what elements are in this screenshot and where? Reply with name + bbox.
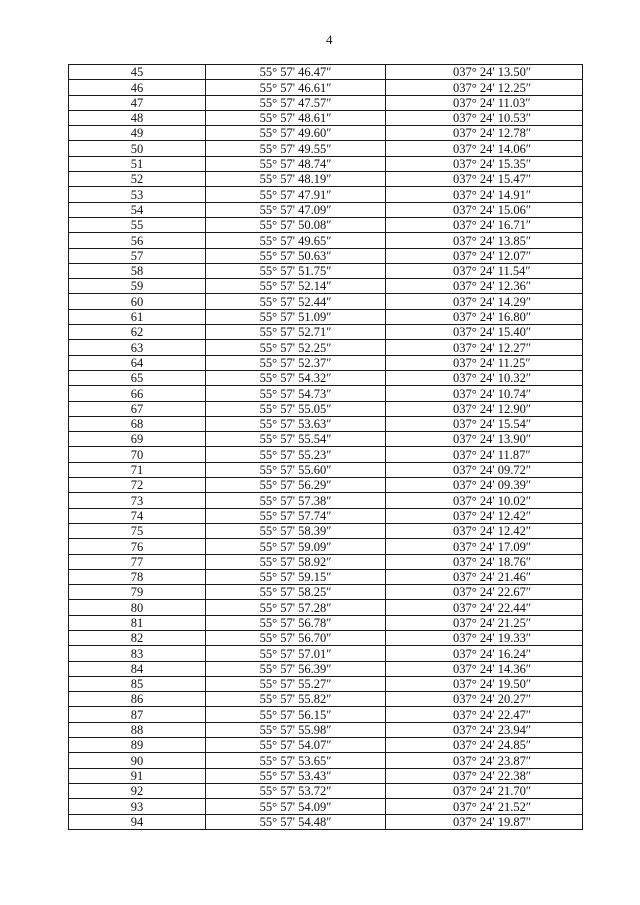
table-row: [69, 554, 583, 569]
longitude-cell: 037° 24' 17.09″: [386, 539, 583, 554]
table-row: [69, 661, 583, 676]
table-row: [69, 462, 583, 477]
longitude-cell: 037° 24' 11.03″: [386, 95, 583, 110]
longitude-cell: 037° 24' 13.50″: [386, 65, 583, 80]
longitude-cell: 037° 24' 14.29″: [386, 294, 583, 309]
latitude-cell: 55° 57' 46.61″: [206, 80, 386, 95]
table-row: [69, 202, 583, 217]
longitude-cell: 037° 24' 13.85″: [386, 233, 583, 248]
table-row: [69, 722, 583, 737]
point-number-cell: 88: [69, 722, 206, 737]
point-number-cell: 94: [69, 814, 206, 829]
latitude-cell: 55° 57' 55.60″: [206, 462, 386, 477]
table-row: [69, 615, 583, 630]
point-number-cell: 59: [69, 279, 206, 294]
point-number-cell: 84: [69, 661, 206, 676]
table-row: [69, 692, 583, 707]
point-number-cell: 80: [69, 600, 206, 615]
longitude-cell: 037° 24' 13.90″: [386, 432, 583, 447]
point-number-cell: 89: [69, 738, 206, 753]
point-number-cell: 48: [69, 110, 206, 125]
latitude-cell: 55° 57' 52.44″: [206, 294, 386, 309]
longitude-cell: 037° 24' 11.87″: [386, 447, 583, 462]
latitude-cell: 55° 57' 52.25″: [206, 340, 386, 355]
longitude-cell: 037° 24' 21.52″: [386, 799, 583, 814]
latitude-cell: 55° 57' 55.27″: [206, 676, 386, 691]
longitude-cell: 037° 24' 21.25″: [386, 615, 583, 630]
longitude-cell: 037° 24' 18.76″: [386, 554, 583, 569]
latitude-cell: 55° 57' 54.07″: [206, 738, 386, 753]
point-number-cell: 57: [69, 248, 206, 263]
point-number-cell: 74: [69, 508, 206, 523]
longitude-cell: 037° 24' 20.27″: [386, 692, 583, 707]
point-number-cell: 49: [69, 126, 206, 141]
table-row: [69, 630, 583, 645]
table-row: [69, 478, 583, 493]
point-number-cell: 79: [69, 585, 206, 600]
longitude-cell: 037° 24' 24.85″: [386, 738, 583, 753]
table-row: [69, 799, 583, 814]
table-row: [69, 707, 583, 722]
latitude-cell: 55° 57' 47.91″: [206, 187, 386, 202]
table-row: [69, 294, 583, 309]
table-row: [69, 95, 583, 110]
longitude-cell: 037° 24' 22.44″: [386, 600, 583, 615]
point-number-cell: 61: [69, 309, 206, 324]
longitude-cell: 037° 24' 22.47″: [386, 707, 583, 722]
latitude-cell: 55° 57' 54.73″: [206, 386, 386, 401]
table-row: [69, 401, 583, 416]
longitude-cell: 037° 24' 19.87″: [386, 814, 583, 829]
latitude-cell: 55° 57' 52.14″: [206, 279, 386, 294]
table-row: [69, 309, 583, 324]
longitude-cell: 037° 24' 12.07″: [386, 248, 583, 263]
longitude-cell: 037° 24' 22.38″: [386, 768, 583, 783]
longitude-cell: 037° 24' 16.71″: [386, 217, 583, 232]
table-row: [69, 325, 583, 340]
point-number-cell: 50: [69, 141, 206, 156]
latitude-cell: 55° 57' 53.72″: [206, 783, 386, 798]
latitude-cell: 55° 57' 46.47″: [206, 65, 386, 80]
longitude-cell: 037° 24' 12.42″: [386, 523, 583, 538]
point-number-cell: 52: [69, 172, 206, 187]
longitude-cell: 037° 24' 10.53″: [386, 110, 583, 125]
point-number-cell: 53: [69, 187, 206, 202]
latitude-cell: 55° 57' 57.01″: [206, 646, 386, 661]
point-number-cell: 83: [69, 646, 206, 661]
point-number-cell: 75: [69, 523, 206, 538]
longitude-cell: 037° 24' 15.54″: [386, 416, 583, 431]
longitude-cell: 037° 24' 14.06″: [386, 141, 583, 156]
point-number-cell: 46: [69, 80, 206, 95]
table-row: [69, 187, 583, 202]
longitude-cell: 037° 24' 11.54″: [386, 263, 583, 278]
table-row: [69, 523, 583, 538]
longitude-cell: 037° 24' 23.87″: [386, 753, 583, 768]
latitude-cell: 55° 57' 55.82″: [206, 692, 386, 707]
point-number-cell: 63: [69, 340, 206, 355]
longitude-cell: 037° 24' 10.74″: [386, 386, 583, 401]
latitude-cell: 55° 57' 56.29″: [206, 478, 386, 493]
point-number-cell: 85: [69, 676, 206, 691]
point-number-cell: 90: [69, 753, 206, 768]
table-row: [69, 600, 583, 615]
longitude-cell: 037° 24' 19.33″: [386, 630, 583, 645]
point-number-cell: 87: [69, 707, 206, 722]
point-number-cell: 78: [69, 569, 206, 584]
table-row: [69, 569, 583, 584]
latitude-cell: 55° 57' 47.09″: [206, 202, 386, 217]
table-row: [69, 65, 583, 80]
longitude-cell: 037° 24' 15.47″: [386, 172, 583, 187]
latitude-cell: 55° 57' 48.19″: [206, 172, 386, 187]
longitude-cell: 037° 24' 14.36″: [386, 661, 583, 676]
table-row: [69, 539, 583, 554]
latitude-cell: 55° 57' 54.09″: [206, 799, 386, 814]
table-row: [69, 279, 583, 294]
longitude-cell: 037° 24' 19.50″: [386, 676, 583, 691]
page-number: 4: [326, 32, 333, 47]
table-row: [69, 783, 583, 798]
point-number-cell: 72: [69, 478, 206, 493]
coordinates-table: [68, 64, 583, 830]
latitude-cell: 55° 57' 47.57″: [206, 95, 386, 110]
longitude-cell: 037° 24' 12.25″: [386, 80, 583, 95]
latitude-cell: 55° 57' 53.63″: [206, 416, 386, 431]
longitude-cell: 037° 24' 14.91″: [386, 187, 583, 202]
latitude-cell: 55° 57' 54.48″: [206, 814, 386, 829]
latitude-cell: 55° 57' 58.39″: [206, 523, 386, 538]
latitude-cell: 55° 57' 52.71″: [206, 325, 386, 340]
latitude-cell: 55° 57' 56.78″: [206, 615, 386, 630]
table-row: [69, 447, 583, 462]
point-number-cell: 64: [69, 355, 206, 370]
longitude-cell: 037° 24' 12.36″: [386, 279, 583, 294]
longitude-cell: 037° 24' 21.70″: [386, 783, 583, 798]
latitude-cell: 55° 57' 49.60″: [206, 126, 386, 141]
longitude-cell: 037° 24' 16.80″: [386, 309, 583, 324]
table-row: [69, 738, 583, 753]
longitude-cell: 037° 24' 15.06″: [386, 202, 583, 217]
table-row: [69, 248, 583, 263]
latitude-cell: 55° 57' 57.74″: [206, 508, 386, 523]
table-row: [69, 340, 583, 355]
point-number-cell: 91: [69, 768, 206, 783]
table-row: [69, 646, 583, 661]
point-number-cell: 56: [69, 233, 206, 248]
latitude-cell: 55° 57' 48.74″: [206, 156, 386, 171]
table-row: [69, 814, 583, 829]
longitude-cell: 037° 24' 12.78″: [386, 126, 583, 141]
latitude-cell: 55° 57' 49.65″: [206, 233, 386, 248]
table-row: [69, 233, 583, 248]
longitude-cell: 037° 24' 16.24″: [386, 646, 583, 661]
table-row: [69, 355, 583, 370]
latitude-cell: 55° 57' 55.98″: [206, 722, 386, 737]
latitude-cell: 55° 57' 56.39″: [206, 661, 386, 676]
longitude-cell: 037° 24' 12.27″: [386, 340, 583, 355]
latitude-cell: 55° 57' 57.28″: [206, 600, 386, 615]
table-row: [69, 416, 583, 431]
longitude-cell: 037° 24' 11.25″: [386, 355, 583, 370]
longitude-cell: 037° 24' 15.35″: [386, 156, 583, 171]
table-row: [69, 768, 583, 783]
latitude-cell: 55° 57' 54.32″: [206, 370, 386, 385]
point-number-cell: 86: [69, 692, 206, 707]
longitude-cell: 037° 24' 15.40″: [386, 325, 583, 340]
point-number-cell: 70: [69, 447, 206, 462]
latitude-cell: 55° 57' 59.15″: [206, 569, 386, 584]
latitude-cell: 55° 57' 53.65″: [206, 753, 386, 768]
longitude-cell: 037° 24' 21.46″: [386, 569, 583, 584]
point-number-cell: 73: [69, 493, 206, 508]
point-number-cell: 66: [69, 386, 206, 401]
latitude-cell: 55° 57' 59.09″: [206, 539, 386, 554]
longitude-cell: 037° 24' 23.94″: [386, 722, 583, 737]
point-number-cell: 60: [69, 294, 206, 309]
table-row: [69, 80, 583, 95]
point-number-cell: 51: [69, 156, 206, 171]
point-number-cell: 54: [69, 202, 206, 217]
table-row: [69, 508, 583, 523]
point-number-cell: 81: [69, 615, 206, 630]
table-row: [69, 110, 583, 125]
point-number-cell: 45: [69, 65, 206, 80]
table-row: [69, 432, 583, 447]
latitude-cell: 55° 57' 56.15″: [206, 707, 386, 722]
point-number-cell: 77: [69, 554, 206, 569]
table-row: [69, 263, 583, 278]
table-row: [69, 172, 583, 187]
point-number-cell: 55: [69, 217, 206, 232]
latitude-cell: 55° 57' 58.92″: [206, 554, 386, 569]
table-row: [69, 217, 583, 232]
point-number-cell: 69: [69, 432, 206, 447]
table-row: [69, 370, 583, 385]
table-row: [69, 753, 583, 768]
point-number-cell: 92: [69, 783, 206, 798]
point-number-cell: 93: [69, 799, 206, 814]
point-number-cell: 58: [69, 263, 206, 278]
table-row: [69, 141, 583, 156]
longitude-cell: 037° 24' 10.02″: [386, 493, 583, 508]
table-row: [69, 493, 583, 508]
latitude-cell: 55° 57' 50.08″: [206, 217, 386, 232]
latitude-cell: 55° 57' 56.70″: [206, 630, 386, 645]
latitude-cell: 55° 57' 53.43″: [206, 768, 386, 783]
latitude-cell: 55° 57' 52.37″: [206, 355, 386, 370]
longitude-cell: 037° 24' 12.42″: [386, 508, 583, 523]
longitude-cell: 037° 24' 10.32″: [386, 370, 583, 385]
table-row: [69, 676, 583, 691]
longitude-cell: 037° 24' 09.39″: [386, 478, 583, 493]
table-row: [69, 126, 583, 141]
point-number-cell: 71: [69, 462, 206, 477]
table-row: [69, 156, 583, 171]
latitude-cell: 55° 57' 49.55″: [206, 141, 386, 156]
latitude-cell: 55° 57' 50.63″: [206, 248, 386, 263]
point-number-cell: 47: [69, 95, 206, 110]
longitude-cell: 037° 24' 12.90″: [386, 401, 583, 416]
point-number-cell: 65: [69, 370, 206, 385]
point-number-cell: 82: [69, 630, 206, 645]
table-row: [69, 386, 583, 401]
latitude-cell: 55° 57' 55.54″: [206, 432, 386, 447]
latitude-cell: 55° 57' 48.61″: [206, 110, 386, 125]
latitude-cell: 55° 57' 55.23″: [206, 447, 386, 462]
latitude-cell: 55° 57' 57.38″: [206, 493, 386, 508]
latitude-cell: 55° 57' 51.09″: [206, 309, 386, 324]
point-number-cell: 62: [69, 325, 206, 340]
point-number-cell: 76: [69, 539, 206, 554]
longitude-cell: 037° 24' 09.72″: [386, 462, 583, 477]
point-number-cell: 68: [69, 416, 206, 431]
latitude-cell: 55° 57' 55.05″: [206, 401, 386, 416]
point-number-cell: 67: [69, 401, 206, 416]
latitude-cell: 55° 57' 58.25″: [206, 585, 386, 600]
longitude-cell: 037° 24' 22.67″: [386, 585, 583, 600]
table-row: [69, 585, 583, 600]
latitude-cell: 55° 57' 51.75″: [206, 263, 386, 278]
coordinates-table-body: [69, 65, 583, 830]
